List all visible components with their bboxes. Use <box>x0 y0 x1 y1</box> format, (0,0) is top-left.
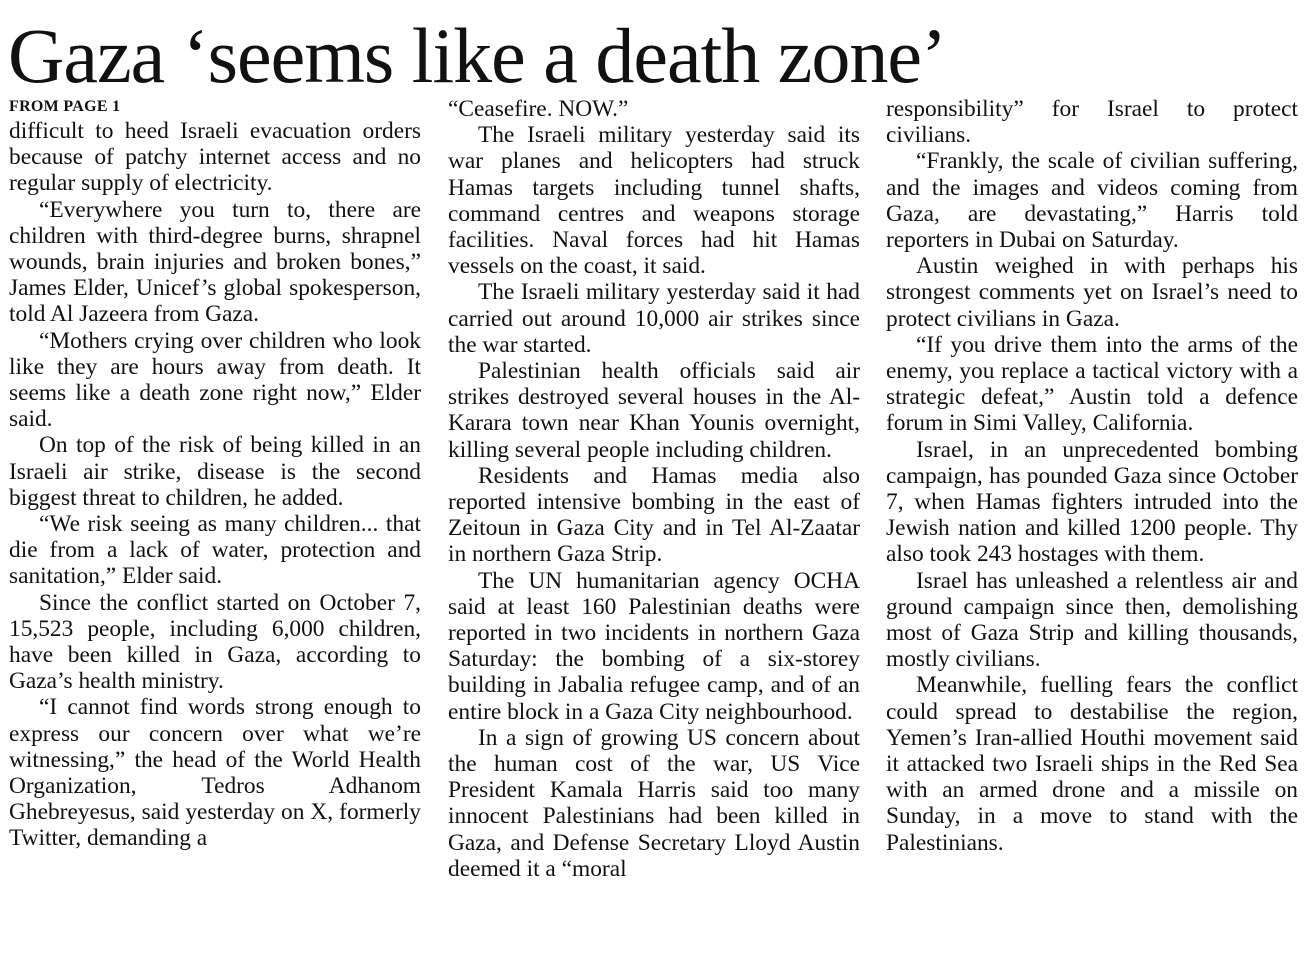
article-paragraph: The UN humanitarian agency OCHA said at least 160 Palestinian deaths were reported in two incidents in northern Gaza Saturday: the bombing of a six-storey building in Jabalia refugee camp, and of an entire block in a Gaza City neighbourhood. <box>448 567 860 725</box>
article-paragraph: Israel, in an unprecedented bombing campaign, has pounded Gaza since October 7, when Hamas fighters intruded into the Jewish nation and killed 1200 people. Thy also took 243 hostages with them. <box>886 436 1298 568</box>
article-paragraph: “Everywhere you turn to, there are children with third-degree burns, shrapnel wounds, brain injuries and broken bones,” James Elder, Unicef’s global spokesperson, told Al Jazeera from Gaza. <box>9 196 421 328</box>
article-paragraph: The Israeli military yesterday said its war planes and helicopters had struck Hamas targets including tunnel shafts, command centres and weapons storage facilities. Naval forces had hit Hamas vessels on the coast, it said. <box>448 122 860 280</box>
article-paragraph: In a sign of growing US concern about the human cost of the war, US Vice President Kamala Harris said too many innocent Palestinians had been killed in Gaza, and Defense Secretary Lloyd Austin deemed it a “moral <box>448 724 860 882</box>
article-paragraph: “Mothers crying over children who look like they are hours away from death. It seems like a death zone right now,” Elder said. <box>9 327 421 433</box>
article-paragraph: Palestinian health officials said air strikes destroyed several houses in the Al-Karara town near Khan Younis overnight, killing several people including children. <box>448 358 860 463</box>
article-column-3 <box>886 96 1298 952</box>
article-paragraph: “Ceasefire. NOW.” <box>448 96 629 122</box>
article-paragraph: Israel has unleashed a relentless air and ground campaign since then, demolishing most of Gaza Strip and killing thousands, mostly civilians. <box>886 567 1298 673</box>
article-paragraph: “I cannot find words strong enough to express our concern over what we’re witnessing,” the head of the World Health Organization, Tedros Adhanom Ghebreyesus, said yesterday on X, formerly Twitter, demanding a <box>9 694 421 852</box>
article-paragraph: responsibility” for Israel to protect civilians. <box>886 96 1298 149</box>
headline: Gaza ‘seems like a death zone’ <box>8 12 946 99</box>
article-paragraph: On top of the risk of being killed in an Israeli air strike, disease is the second biggest threat to children, he added. <box>9 432 421 511</box>
article-paragraph: The Israeli military yesterday said it had carried out around 10,000 air strikes since the war started. <box>448 279 860 358</box>
article-paragraph: “If you drive them into the arms of the enemy, you replace a tactical victory with a strategic defeat,” Austin told a defence forum in Simi Valley, California. <box>886 331 1298 437</box>
article-column-2 <box>448 96 860 952</box>
continuation-kicker: FROM PAGE 1 <box>9 98 121 115</box>
article-paragraph: Meanwhile, fuelling fears the conflict could spread to destabilise the region, Yemen’s Iran-allied Houthi movement said it attacked two Israeli ships in the Red Sea with an armed drone and a missile on Sunday, in a move to stand with the Palestinians. <box>886 672 1298 856</box>
article-paragraph: “We risk seeing as many children... that die from a lack of water, protection and sanitation,” Elder said. <box>9 511 421 590</box>
article-paragraph: “Frankly, the scale of civilian suffering, and the images and videos coming from Gaza, are devastating,” Harris told reporters in Dubai on Saturday. <box>886 148 1298 254</box>
article-paragraph: Residents and Hamas media also reported intensive bombing in the east of Zeitoun in Gaza City and in Tel Al-Zaatar in northern Gaza Strip. <box>448 462 860 568</box>
article-paragraph: difficult to heed Israeli evacuation orders because of patchy internet access and no regular supply of electricity. <box>9 118 421 197</box>
article-paragraph: Since the conflict started on October 7, 15,523 people, including 6,000 children, have been killed in Gaza, according to Gaza’s health ministry. <box>9 589 421 695</box>
article-paragraph: Austin weighed in with perhaps his strongest comments yet on Israel’s need to protect civilians in Gaza. <box>886 253 1298 332</box>
article-column-1 <box>9 96 421 952</box>
